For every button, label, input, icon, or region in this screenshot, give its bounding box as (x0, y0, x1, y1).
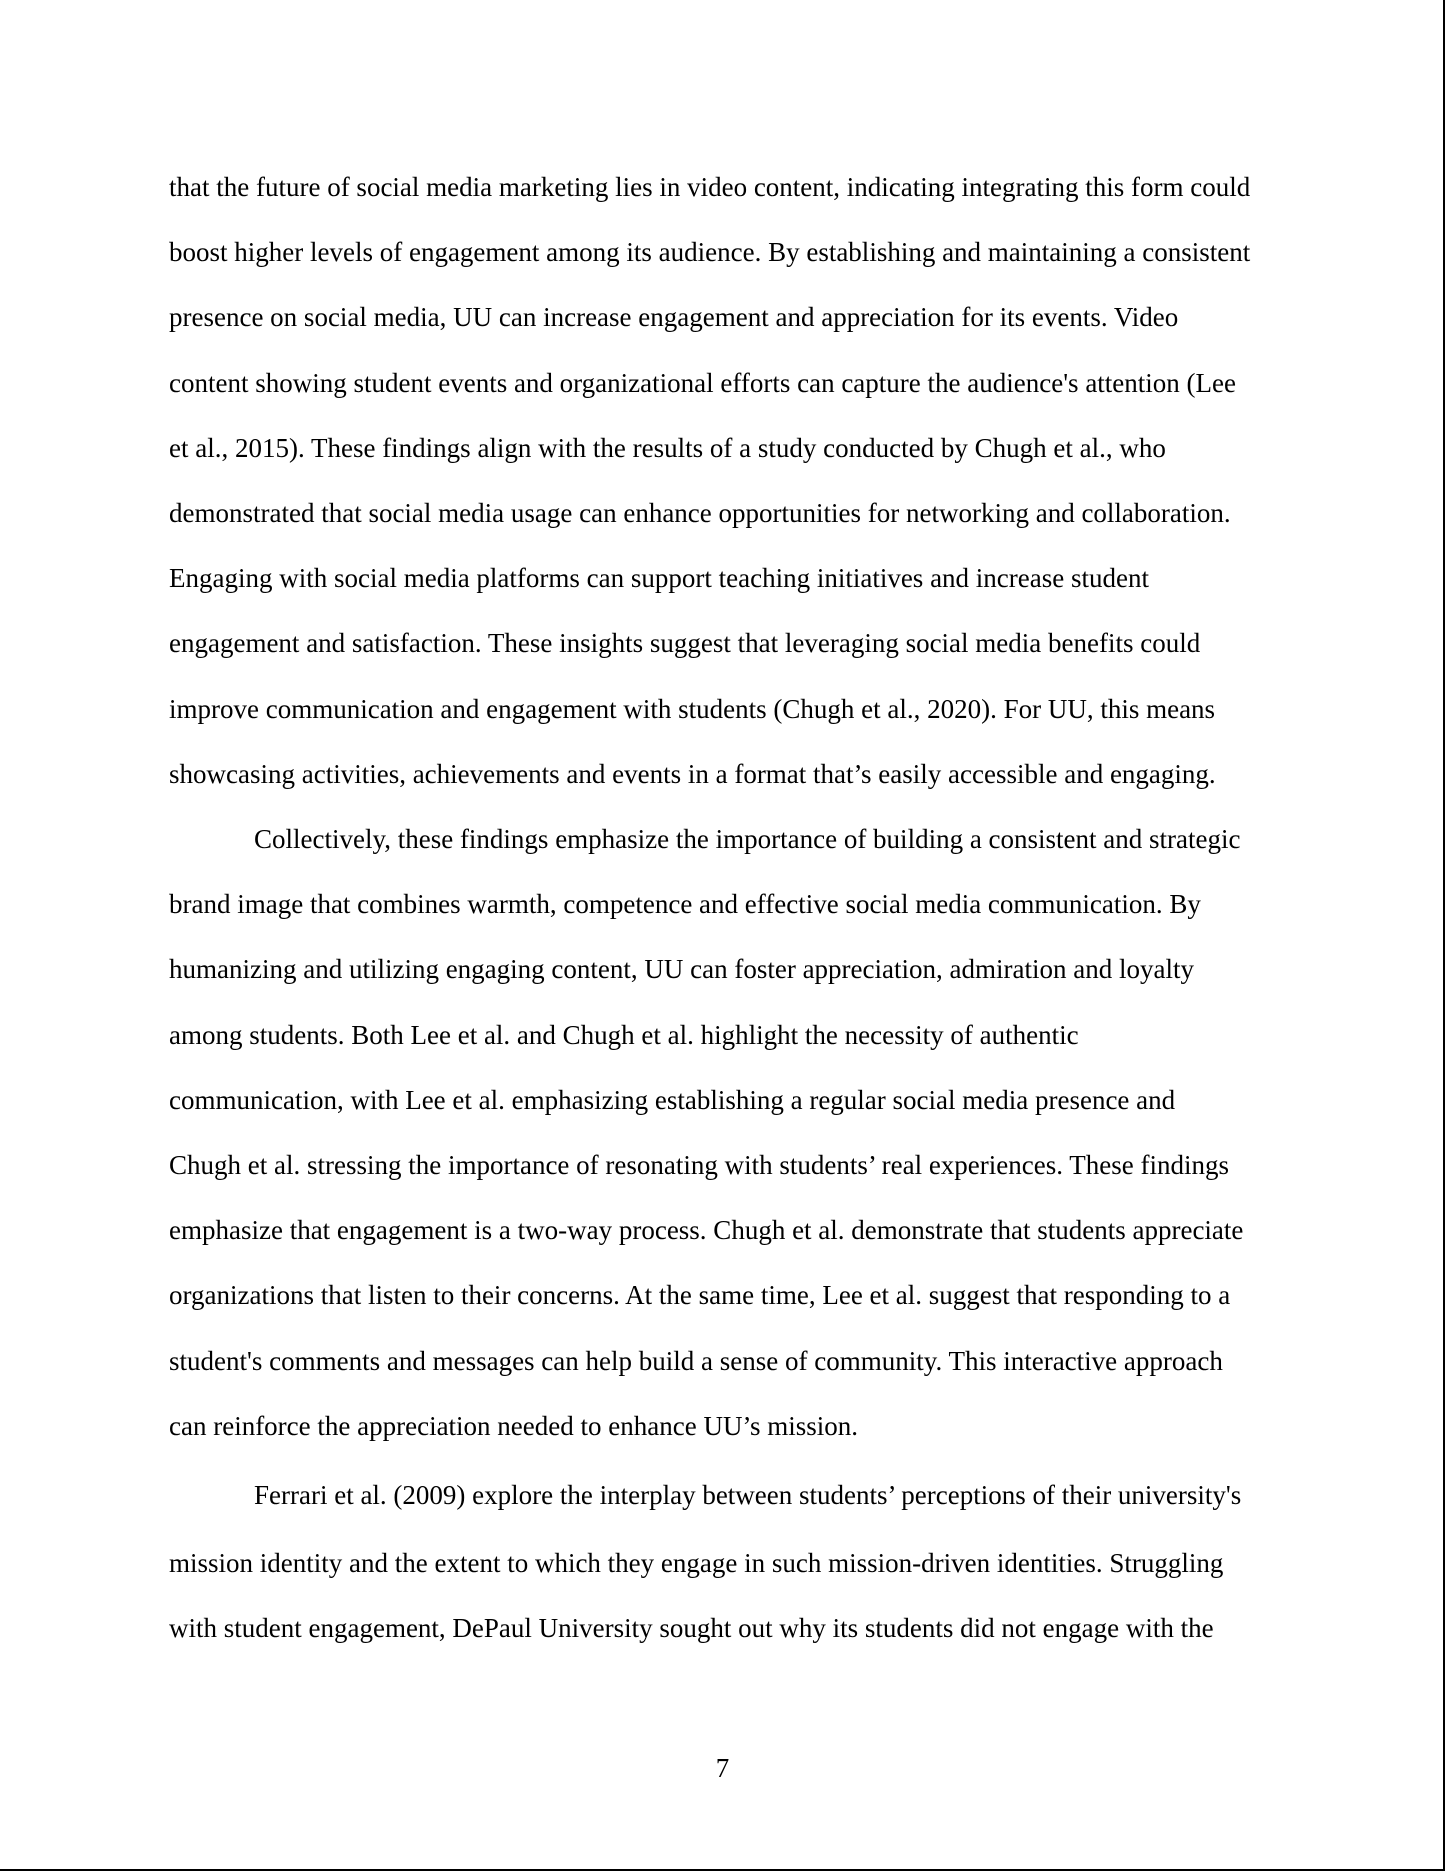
text-line: content showing student events and organizational efforts can capture the audience's attention (Lee (169, 368, 1236, 398)
text-line: Engaging with social media platforms can support teaching initiatives and increase student (169, 563, 1149, 593)
text-line: communication, with Lee et al. emphasizing establishing a regular social media presence and (169, 1085, 1176, 1115)
text-line: engagement and satisfaction. These insights suggest that leveraging social media benefits could (169, 628, 1201, 658)
text-line: brand image that combines warmth, competence and effective social media communication. By (169, 889, 1201, 919)
text-line: student's comments and messages can help build a sense of community. This interactive approach (169, 1346, 1223, 1376)
text-line: can reinforce the appreciation needed to enhance UU’s mission. (169, 1411, 858, 1441)
text-line: presence on social media, UU can increase engagement and appreciation for its events. Video (169, 302, 1179, 332)
text-line: showcasing activities, achievements and events in a format that’s easily accessible and engaging. (169, 759, 1216, 789)
text-line: humanizing and utilizing engaging content, UU can foster appreciation, admiration and loyalty (169, 954, 1194, 984)
text-line: with student engagement, DePaul University sought out why its students did not engage with the (169, 1613, 1214, 1643)
page-number: 7 (715, 1753, 730, 1783)
text-line: organizations that listen to their concerns. At the same time, Lee et al. suggest that responding to a (169, 1280, 1231, 1310)
text-line: Chugh et al. stressing the importance of resonating with students’ real experiences. These findings (169, 1150, 1229, 1180)
text-line: among students. Both Lee et al. and Chugh et al. highlight the necessity of authentic (169, 1020, 1079, 1050)
text-line: improve communication and engagement with students (Chugh et al., 2020). For UU, this means (169, 694, 1216, 724)
paragraph-start-line: Ferrari et al. (2009) explore the interplay between students’ perceptions of their university's (254, 1480, 1242, 1510)
text-line: boost higher levels of engagement among its audience. By establishing and maintaining a consistent (169, 237, 1251, 267)
paragraph-start-line: Collectively, these findings emphasize the importance of building a consistent and strategic (254, 824, 1241, 854)
text-line: emphasize that engagement is a two-way process. Chugh et al. demonstrate that students appreciate (169, 1215, 1244, 1245)
text-line: mission identity and the extent to which they engage in such mission-driven identities. Struggling (169, 1548, 1224, 1578)
text-line: demonstrated that social media usage can enhance opportunities for networking and collaboration. (169, 498, 1231, 528)
text-line: that the future of social media marketing lies in video content, indicating integrating this form could (169, 172, 1251, 202)
text-line: et al., 2015). These findings align with the results of a study conducted by Chugh et al., who (169, 433, 1166, 463)
